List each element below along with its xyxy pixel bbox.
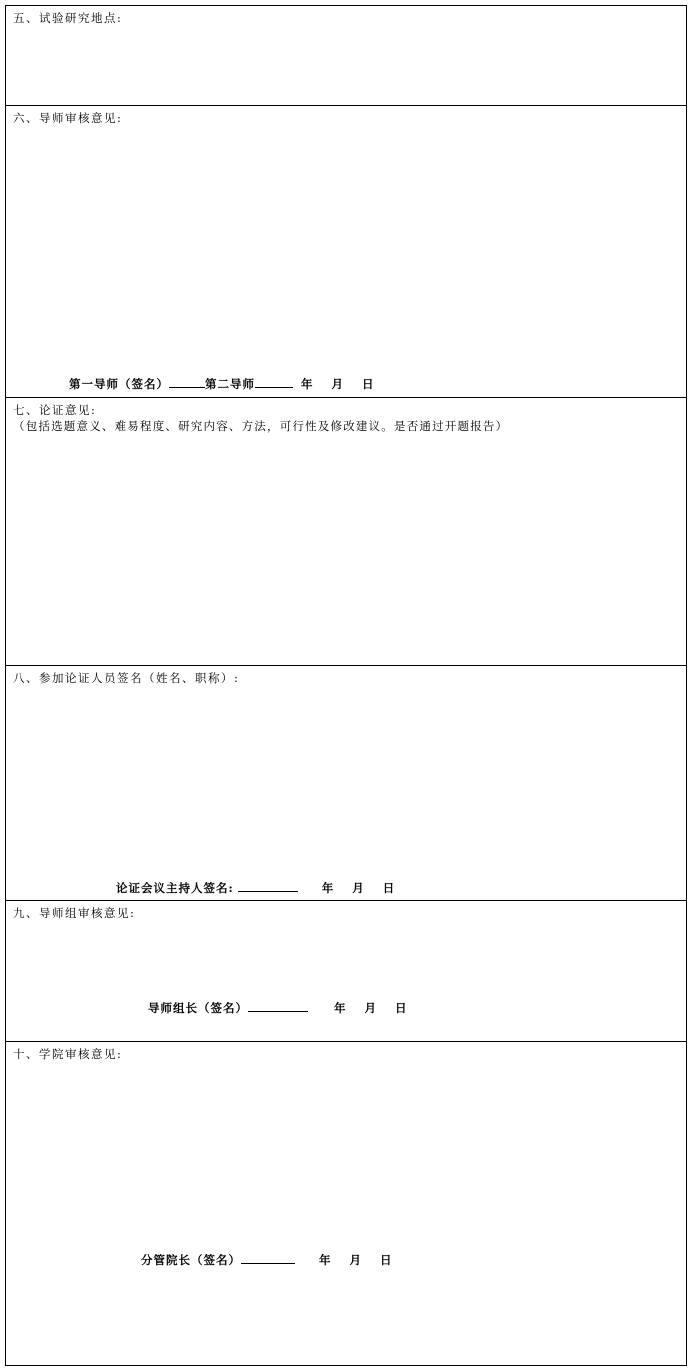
section-college-review — [6, 1041, 686, 1365]
opening-report-form — [5, 5, 687, 1366]
year-label: 年 — [334, 1001, 347, 1015]
first-advisor-label: 第一导师（签名） — [69, 377, 169, 391]
section-participant-signatures — [6, 665, 686, 900]
second-advisor-signature-blank[interactable] — [255, 386, 293, 388]
group-leader-signature-blank[interactable] — [248, 1010, 308, 1012]
month-label: 月 — [352, 881, 365, 895]
section-argument-opinion-note: （包括选题意义、难易程度、研究内容、方法，可行性及修改建议。是否通过开题报告） — [13, 419, 509, 433]
dean-signature-line — [141, 1252, 393, 1268]
advisor-signature-line — [69, 376, 375, 392]
day-label: 日 — [380, 1253, 393, 1267]
host-signature-line — [116, 880, 395, 896]
section-research-location-label: 五、试验研究地点: — [13, 11, 123, 25]
section-advisor-review — [6, 105, 686, 397]
year-label: 年 — [319, 1253, 332, 1267]
day-label: 日 — [362, 377, 375, 391]
group-leader-label: 导师组长（签名） — [148, 1001, 248, 1015]
section-argument-opinion — [6, 397, 686, 665]
dean-signature-blank[interactable] — [241, 1262, 295, 1264]
section-advisor-group-review-label: 九、导师组审核意见: — [13, 906, 136, 920]
month-label: 月 — [364, 1001, 377, 1015]
section-advisor-group-review — [6, 900, 686, 1041]
day-label: 日 — [395, 1001, 408, 1015]
section-research-location — [6, 6, 686, 105]
group-leader-signature-line — [148, 1000, 408, 1016]
first-advisor-signature-blank[interactable] — [169, 386, 205, 388]
month-label: 月 — [331, 377, 344, 391]
section-argument-opinion-label: 七、论证意见: — [13, 403, 97, 417]
day-label: 日 — [382, 881, 396, 895]
host-signature-label: 论证会议主持人签名: — [116, 881, 234, 895]
month-label: 月 — [349, 1253, 362, 1267]
year-label: 年 — [321, 881, 335, 895]
section-advisor-review-label: 六、导师审核意见: — [13, 111, 123, 125]
second-advisor-label: 第二导师 — [205, 377, 255, 391]
section-participant-signatures-label: 八、参加论证人员签名（姓名、职称）: — [13, 671, 240, 685]
year-label: 年 — [301, 377, 314, 391]
host-signature-blank[interactable] — [238, 890, 298, 892]
dean-label: 分管院长（签名） — [141, 1253, 241, 1267]
section-college-review-label: 十、学院审核意见: — [13, 1047, 123, 1061]
